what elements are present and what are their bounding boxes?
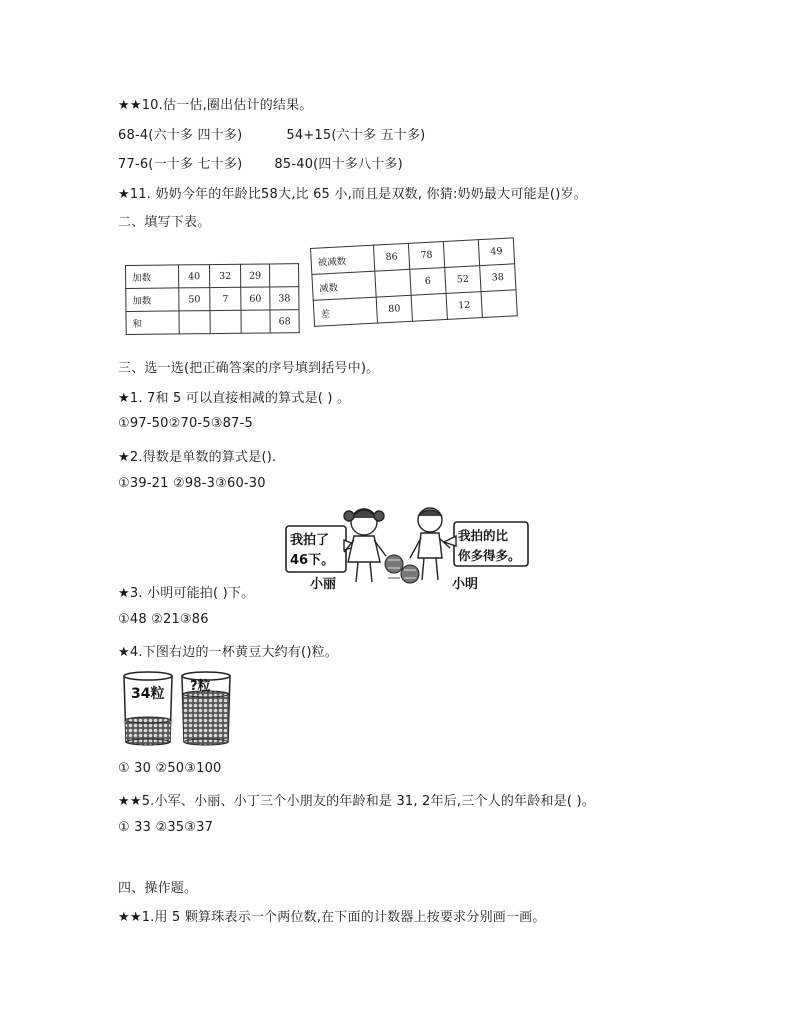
q10-item-a: 68-4(六十多 四十多) <box>118 128 243 143</box>
cup-left-label: 34粒 <box>131 686 165 702</box>
table-cell: 80 <box>376 295 412 323</box>
table-cell: 38 <box>480 264 516 292</box>
table-cell: 12 <box>446 292 482 320</box>
q10-title: ★★10.估一估,圈出估计的结果。 <box>118 98 313 113</box>
row-label: 和 <box>126 311 179 335</box>
bubble-right-line1: 我拍的比 <box>458 528 509 543</box>
q10-item-b: 54+15(六十多 五十多) <box>286 128 426 143</box>
ball-icon <box>385 555 403 578</box>
bean-cups-picture <box>118 668 238 748</box>
q4-options: ① 30 ②50③100 <box>118 761 222 776</box>
table-cell: 32 <box>210 264 241 287</box>
name-right: 小明 <box>452 577 479 592</box>
table-cell: 78 <box>408 242 444 270</box>
row-label: 减数 <box>312 271 376 300</box>
section2-title: 二、填写下表。 <box>118 215 211 230</box>
q10-item-c: 77-6(一十多 七十多) <box>118 157 243 172</box>
q3-options: ①48 ②21③86 <box>118 612 209 627</box>
name-left: 小丽 <box>310 577 337 592</box>
addition-table <box>125 263 300 335</box>
table-cell: 50 <box>179 288 210 311</box>
q4-1-question: ★★1.用 5 颗算珠表示一个两位数,在下面的计数器上按要求分别画一画。 <box>118 910 546 925</box>
section4-title: 四、操作题。 <box>118 881 198 896</box>
q2-options: ①39-21 ②98-3③60-30 <box>118 476 266 491</box>
q5-question: ★★5.小军、小丽、小丁三个小朋友的年龄和是 31, 2年后,三个人的年龄和是( )。 <box>118 794 595 809</box>
bubble-left-line1: 我拍了 <box>290 533 330 548</box>
section3-title: 三、选一选(把正确答案的序号填到括号中)。 <box>118 361 380 376</box>
table-cell: 40 <box>179 265 210 288</box>
cup-right <box>182 672 230 745</box>
table-cell: 7 <box>210 287 241 310</box>
q10-row1 <box>118 124 425 143</box>
table-row <box>126 264 299 289</box>
cup-left <box>124 672 172 745</box>
table-cell <box>210 310 241 333</box>
table-cell: 60 <box>241 287 270 310</box>
row-label: 差 <box>313 297 377 326</box>
bubble-right-line2: 你多得多。 <box>458 548 521 563</box>
kids-bouncing-ball-picture <box>282 500 534 592</box>
cup-right-label: ?粒 <box>190 679 211 694</box>
q4-question: ★4.下图右边的一杯黄豆大约有()粒。 <box>118 645 339 660</box>
table-cell <box>241 310 270 333</box>
girl-figure <box>344 509 386 582</box>
table-cell: 86 <box>373 243 409 271</box>
subtraction-table <box>310 237 518 327</box>
row-label: 加数 <box>126 265 179 289</box>
q2-question: ★2.得数是单数的算式是(). <box>118 450 277 465</box>
table-cell <box>481 290 517 318</box>
q10-row2 <box>118 153 403 172</box>
q11-question: ★11. 奶奶今年的年龄比58大,比 65 小,而且是双数, 你猜:奶奶最大可能是()岁。 <box>118 187 587 202</box>
table-row <box>126 287 299 312</box>
q1-options: ①97-50②70-5③87-5 <box>118 416 253 431</box>
table-cell <box>269 264 298 287</box>
table-cell: 29 <box>240 264 269 287</box>
q1-question: ★1. 7和 5 可以直接相减的算式是( ) 。 <box>118 391 351 406</box>
q10-item-d: 85-40(四十多八十多) <box>274 157 403 172</box>
row-label: 加数 <box>126 288 179 312</box>
table-cell: 6 <box>410 267 446 295</box>
table-cell: 52 <box>445 266 481 294</box>
q3-question: ★3. 小明可能拍( )下。 <box>118 586 255 601</box>
table-cell <box>179 311 210 334</box>
ball-icon <box>401 565 419 583</box>
table-cell: 38 <box>270 287 299 310</box>
table-cell: 49 <box>478 238 514 266</box>
row-label: 被减数 <box>311 245 375 274</box>
table-cell <box>375 269 411 297</box>
table-cell <box>443 240 479 268</box>
table-cell <box>411 293 447 321</box>
table-cell: 68 <box>270 310 299 333</box>
q5-options: ① 33 ②35③37 <box>118 820 214 835</box>
bubble-left-line2: 46下。 <box>290 553 335 568</box>
table-row <box>126 310 299 335</box>
